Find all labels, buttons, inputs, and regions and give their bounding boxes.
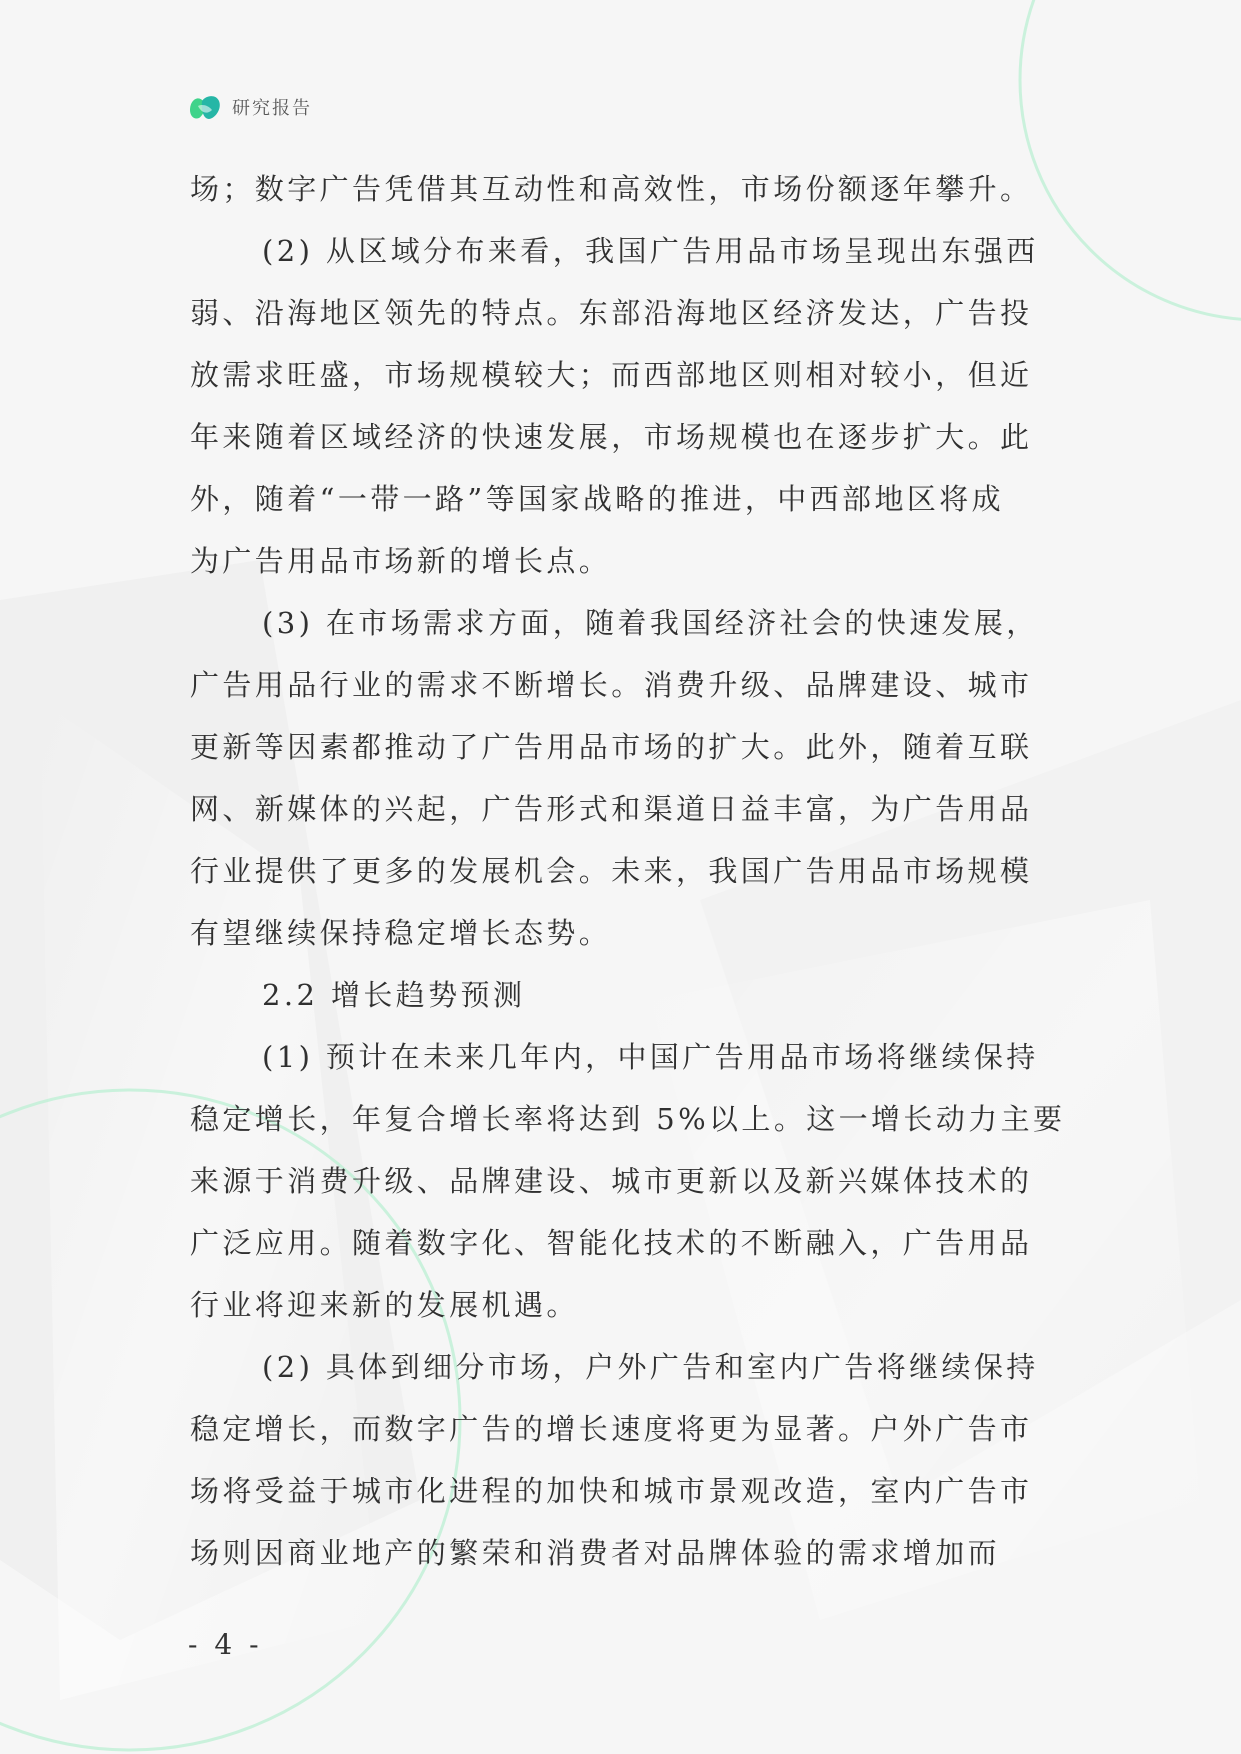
text-line: (3) 在市场需求方面，随着我国经济社会的快速发展， (262, 606, 1039, 640)
text-line: (2) 从区域分布来看，我国广告用品市场呈现出东强西 (262, 234, 1039, 268)
text-line: (2) 具体到细分市场，户外广告和室内广告将继续保持 (262, 1350, 1039, 1384)
text-line: 行业提供了更多的发展机会。未来，我国广告用品市场规模 (190, 854, 1033, 888)
text-line: 更新等因素都推动了广告用品市场的扩大。此外，随着互联 (190, 730, 1033, 764)
text-line: 稳定增长，而数字广告的增长速度将更为显著。户外广告市 (190, 1412, 1033, 1446)
text-line: 广告用品行业的需求不断增长。消费升级、品牌建设、城市 (190, 668, 1033, 702)
page-header (188, 90, 312, 124)
text-line: 有望继续保持稳定增长态势。 (190, 916, 612, 950)
text-line: 放需求旺盛，市场规模较大；而西部地区则相对较小，但近 (190, 358, 1033, 392)
report-label: 研究报告 (232, 98, 312, 119)
leaf-logo-icon (188, 92, 222, 122)
text-line: 广泛应用。随着数字化、智能化技术的不断融入，广告用品 (190, 1226, 1033, 1260)
section-heading: 2.2 增长趋势预测 (262, 978, 526, 1012)
text-line: 场则因商业地产的繁荣和消费者对品牌体验的需求增加而 (190, 1536, 1001, 1570)
page-number: - 4 - (188, 1628, 263, 1661)
text-line: 为广告用品市场新的增长点。 (190, 544, 612, 578)
text-line: 网、新媒体的兴起，广告形式和渠道日益丰富，为广告用品 (190, 792, 1033, 826)
text-line: 外，随着“一带一路”等国家战略的推进，中西部地区将成 (190, 482, 1005, 516)
text-line: 场；数字广告凭借其互动性和高效性，市场份额逐年攀升。 (190, 172, 1033, 206)
text-line: (1) 预计在未来几年内，中国广告用品市场将继续保持 (262, 1040, 1039, 1074)
text-line: 稳定增长，年复合增长率将达到 5%以上。这一增长动力主要 (190, 1102, 1066, 1136)
text-line: 场将受益于城市化进程的加快和城市景观改造，室内广告市 (190, 1474, 1033, 1508)
text-line: 年来随着区域经济的快速发展，市场规模也在逐步扩大。此 (190, 420, 1033, 454)
text-line: 行业将迎来新的发展机遇。 (190, 1288, 579, 1322)
body-text (190, 158, 1066, 1584)
text-line: 弱、沿海地区领先的特点。东部沿海地区经济发达，广告投 (190, 296, 1033, 330)
text-line: 来源于消费升级、品牌建设、城市更新以及新兴媒体技术的 (190, 1164, 1033, 1198)
